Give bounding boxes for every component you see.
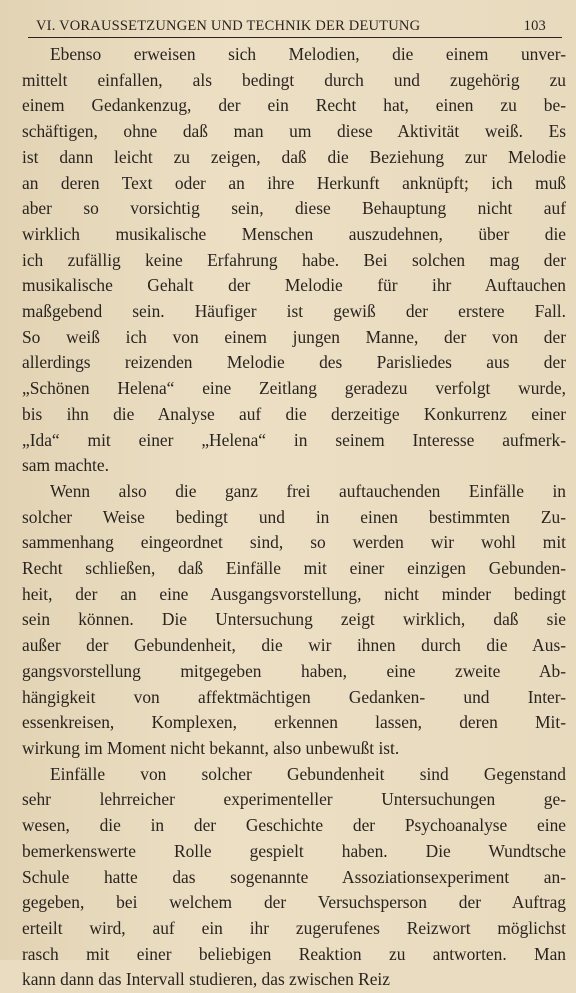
text-line: essenkreisen, Komplexen, erkennen lassen, deren Mit- — [22, 712, 566, 733]
text-line: gegeben, bei welchem der Versuchsperson der Auftrag — [22, 892, 566, 913]
paragraph — [22, 479, 566, 762]
text-line: hängigkeit von affektmächtigen Gedanken- und Inter- — [22, 686, 566, 707]
body-text — [22, 42, 566, 993]
text-line: heit, der an eine Ausgangsvorstellung, nicht minder bedingt — [22, 583, 566, 604]
text-line: ist dann leicht zu zeigen, daß die Beziehung zur Melodie — [22, 146, 566, 167]
text-line: „Ida“ mit einer „Helena“ in seinem Interesse aufmerk- — [22, 429, 566, 450]
text-line: „Schönen Helena“ eine Zeitlang geradezu verfolgt wurde, — [22, 378, 566, 399]
text-line: gangsvorstellung mitgegeben haben, eine zweite Ab- — [22, 660, 566, 681]
text-line: Ebenso erweisen sich Melodien, die einem unver- — [50, 44, 566, 64]
text-line: rasch mit einer beliebigen Reaktion zu antworten. Man — [22, 943, 566, 964]
text-line: einem Gedankenzug, der ein Recht hat, einen zu be- — [22, 95, 566, 116]
text-line: bemerkenswerte Rolle gespielt haben. Die Wundtsche — [22, 840, 566, 861]
running-title: VI. VORAUSSETZUNGEN UND TECHNIK DER DEUTUNG — [36, 18, 421, 34]
text-line: Schule hatte das sogenannte Assoziationsexperiment an- — [22, 866, 566, 887]
text-line: Einfälle von solcher Gebundenheit sind Gegenstand — [50, 763, 566, 784]
text-line: So weiß ich von einem jungen Manne, der von der — [22, 326, 566, 347]
text-line: allerdings reizenden Melodie des Parisliedes aus der — [22, 352, 566, 373]
text-line: solcher Weise bedingt und in einen bestimmten Zu- — [22, 506, 566, 527]
text-line: wirklich musikalische Menschen auszudehnen, über die — [22, 223, 566, 244]
text-line: außer der Gebundenheit, die wir ihnen durch die Aus- — [22, 635, 566, 656]
text-line: ich zufällig keine Erfahrung habe. Bei solchen mag der — [22, 249, 566, 270]
text-line: Wenn also die ganz frei auftauchenden Einfälle in — [50, 480, 566, 501]
text-line: wirkung im Moment nicht bekannt, also unbewußt ist. — [22, 737, 400, 758]
text-line: bis ihn die Analyse auf die derzeitige Konkurrenz einer — [22, 403, 566, 424]
text-line: sein können. Die Untersuchung zeigt wirklich, daß sie — [22, 609, 566, 630]
text-line: maßgebend sein. Häufiger ist gewiß der erstere Fall. — [22, 301, 566, 322]
running-header — [22, 18, 566, 37]
page-number: 103 — [523, 18, 546, 34]
text-line: aber so vorsichtig sein, diese Behauptung nicht auf — [22, 198, 566, 219]
text-line: Recht schließen, daß Einfälle mit einer einzigen Gebunden- — [22, 558, 566, 579]
text-line: sam machte. — [22, 455, 109, 476]
text-line: an deren Text oder an ihre Herkunft anknüpft; ich muß — [22, 172, 566, 193]
text-line: mittelt einfallen, als bedingt durch und zugehörig zu — [22, 69, 566, 90]
header-rule — [28, 37, 562, 38]
paragraph — [22, 762, 566, 993]
paragraph — [22, 42, 566, 479]
text-line: erteilt wird, auf ein ihr zugerufenes Reizwort möglichst — [22, 917, 566, 938]
text-line: kann dann das Intervall studieren, das zwischen Reiz — [22, 969, 390, 990]
text-line: wesen, die in der Geschichte der Psychoanalyse eine — [22, 815, 566, 836]
text-line: musikalische Gehalt der Melodie für ihr Auftauchen — [22, 275, 566, 296]
text-line: schäftigen, ohne daß man um diese Aktivität weiß. Es — [22, 121, 566, 142]
text-line: sammenhang eingeordnet sind, so werden wir wohl mit — [22, 532, 566, 553]
text-line: sehr lehrreicher experimenteller Untersuchungen ge- — [22, 789, 566, 810]
